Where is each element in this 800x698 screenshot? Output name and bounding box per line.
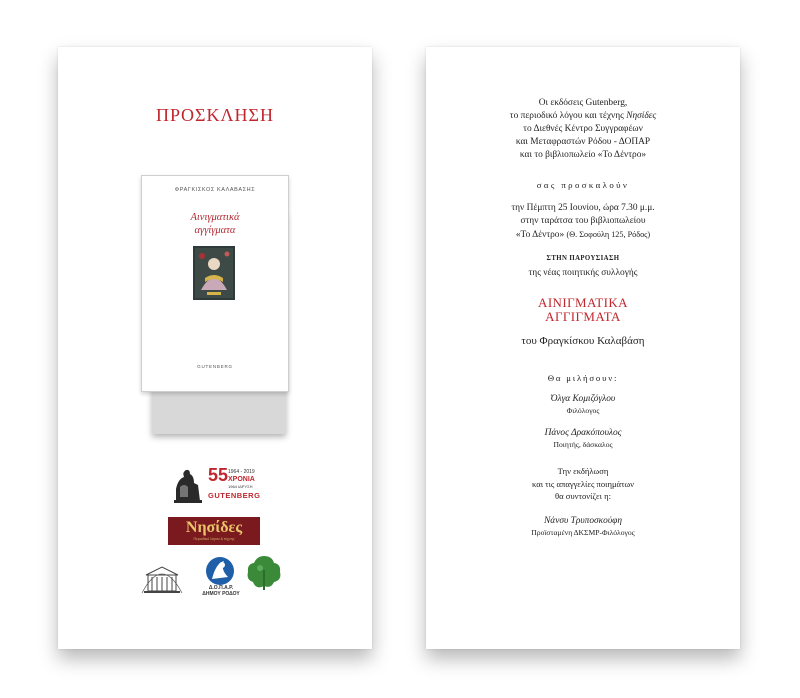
intro-line-italic: Νησίδες — [626, 111, 657, 121]
gutenberg-logo — [170, 467, 260, 509]
speaker-role: Φιλόλογος — [566, 406, 600, 415]
gutenberg-statue-icon — [170, 467, 206, 503]
book-cover-author: ΦΡΑΓΚΙΣΚΟΣ ΚΑΛΑΒΑΣΗΣ — [174, 187, 256, 193]
gutenberg-xronia: ΧΡΟΝΙΑ — [228, 476, 255, 483]
intro-block — [426, 97, 740, 162]
dopar-label-line1: Δ.Ο.Π.Α.Ρ. — [208, 585, 234, 591]
book-cover-title-line2: αγγίγματα — [194, 225, 236, 236]
dksmr-building-logo — [138, 557, 186, 599]
book-author-line: του Φραγκίσκου Καλαβάση — [521, 335, 645, 347]
intro-line: και το βιβλιοπωλείο «Το Δέντρο» — [519, 150, 647, 160]
speaker-name: Πάνος Δρακόπουλος — [544, 428, 622, 438]
event-details — [426, 202, 740, 242]
book-title-line2: ΑΓΓΙΓΜΑΤΑ — [545, 309, 621, 324]
coordinator-role: Προϊσταμένη ΔΚΣΜΡ-Φιλόλογος — [531, 528, 635, 537]
speakers-label: Θα μιλήσουν: — [547, 373, 619, 383]
presentation-subtitle: της νέας ποιητικής συλλογής — [528, 268, 638, 278]
tree-bookstore-logo — [244, 552, 284, 592]
book-cover-artwork — [193, 246, 235, 300]
coordinator — [426, 515, 740, 539]
intro-line: και Μεταφραστών Ρόδου - ΔΟΠΑΡ — [515, 137, 651, 147]
book-cover-title — [142, 211, 288, 237]
nisides-logo — [168, 517, 260, 545]
dopar-label-line2: ΔΗΜΟΥ ΡΟΔΟΥ — [202, 591, 240, 597]
event-venue-name: «Το Δέντρο» — [515, 230, 565, 240]
book-title-line1: ΑΙΝΙΓΜΑΤΙΚΑ — [538, 295, 628, 310]
gutenberg-founded: 1964 ΙΔΡΥΣΗ — [228, 484, 253, 489]
coordination-line: Την εκδήλωση — [557, 466, 609, 476]
coordination-line: και τις απαγγελίες ποιημάτων — [531, 478, 635, 489]
invite-word: σας προσκαλούν — [536, 180, 630, 190]
event-venue-line: στην ταράτσα του βιβλιοπωλείου — [520, 216, 646, 226]
event-address: (Θ. Σοφούλη 125, Ρόδος) — [566, 230, 651, 239]
invitation-front-card — [58, 47, 372, 649]
coordination-note — [426, 465, 740, 503]
intro-line: Οι εκδόσεις Gutenberg, — [538, 98, 628, 108]
book-title — [426, 296, 740, 324]
speaker-2 — [426, 427, 740, 451]
gutenberg-years-range: 1964 - 2019 — [228, 469, 255, 475]
coordination-line: θα συντονίζει η: — [555, 491, 611, 501]
speaker-role: Ποιητής, δάσκαλος — [553, 440, 613, 449]
nisides-logo-name: Νησίδες — [185, 519, 243, 536]
speaker-1 — [426, 393, 740, 417]
intro-line: το Διεθνές Κέντρο Συγγραφέων — [523, 124, 643, 134]
gutenberg-name: GUTENBERG — [208, 491, 261, 500]
invitation-back-card — [426, 47, 740, 649]
book-cover — [141, 175, 289, 392]
nisides-logo-subtitle: Περιοδικό λόγου & τέχνης — [193, 537, 235, 541]
event-date-line: την Πέμπτη 25 Ιουνίου, ώρα 7.30 μ.μ. — [511, 203, 655, 213]
book-cover-publisher: GUTENBERG — [197, 364, 233, 369]
invitation-title: ΠΡΟΣΚΛΗΣΗ — [155, 105, 274, 125]
book-cover-title-line1: Αινιγματικά — [190, 212, 240, 223]
intro-line-part: το περιοδικό λόγου και τέχνης — [509, 111, 624, 121]
gutenberg-years-number: 55 — [208, 465, 229, 485]
intro-line — [426, 110, 740, 123]
speaker-name: Όλγα Κομιζόγλου — [550, 394, 616, 404]
coordinator-name: Νάνσυ Τρυποσκούφη — [544, 516, 622, 526]
presentation-label: ΣΤΗΝ ΠΑΡΟΥΣΙΑΣΗ — [546, 255, 620, 262]
event-address-line — [426, 228, 740, 242]
